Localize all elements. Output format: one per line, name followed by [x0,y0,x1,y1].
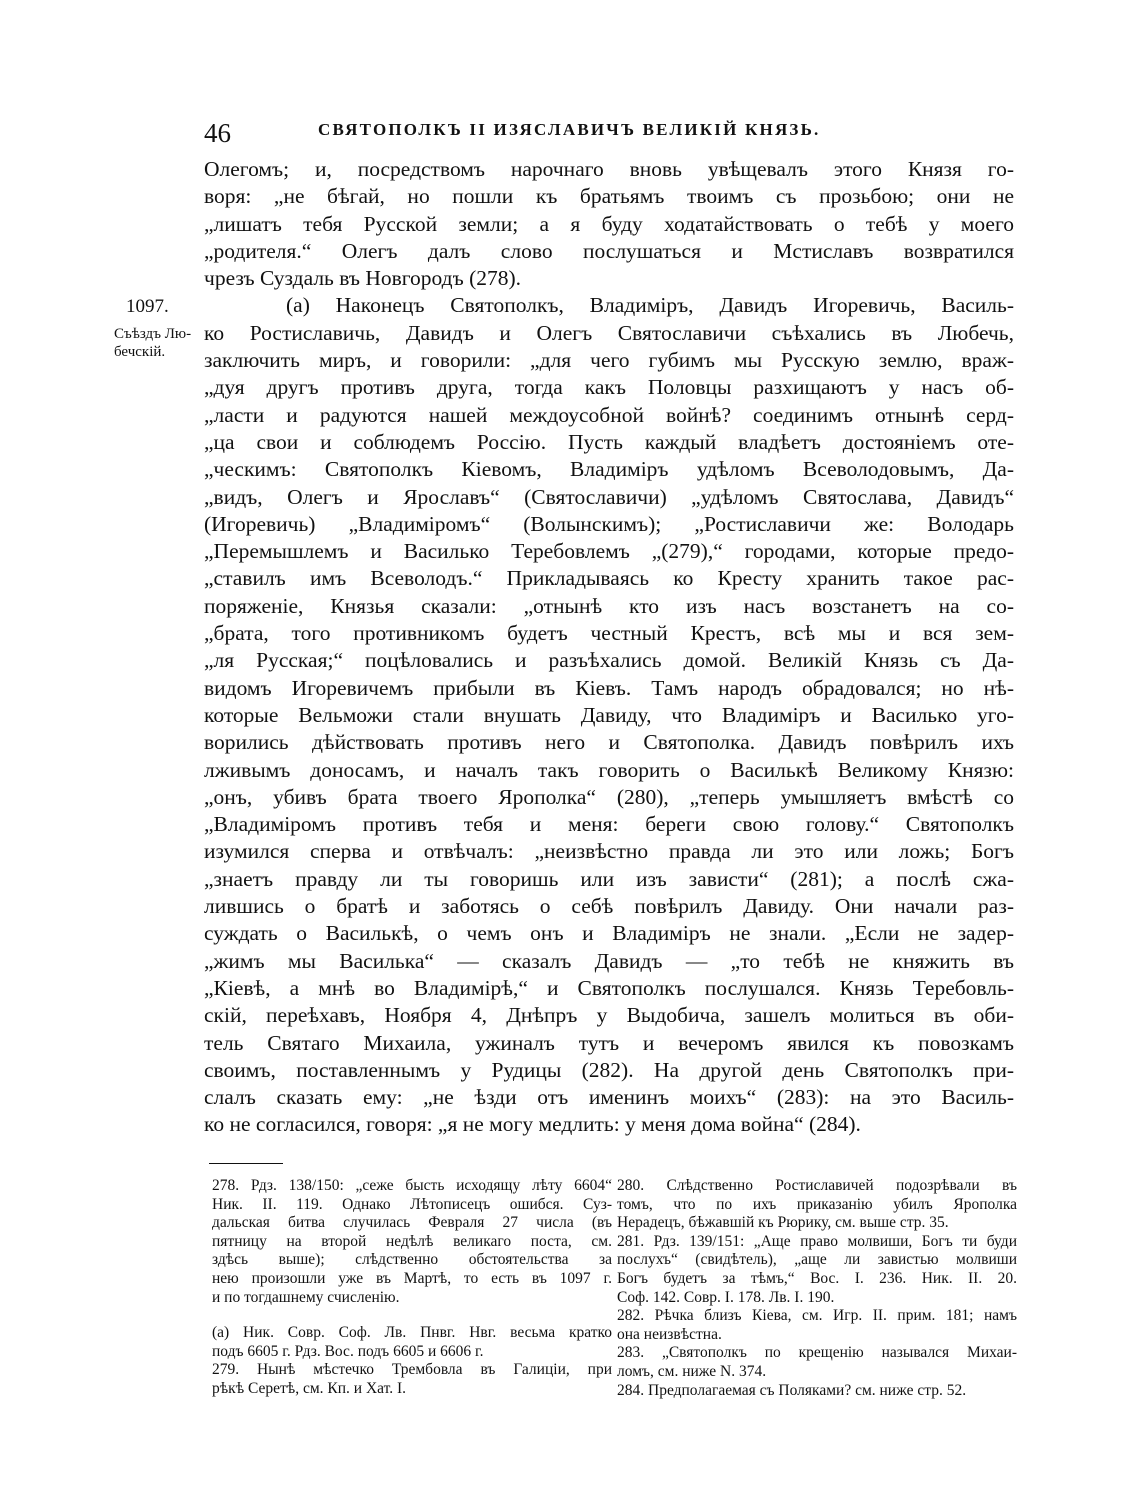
footnote-gap [212,1307,612,1324]
body-line: „ца свои и соблюдемъ Россію. Пусть каждый владѣетъ достояніемъ оте- [204,429,1014,454]
body-line: слалъ сказать ему: „не ѣзди отъ именинъ моихъ“ (283): на это Василь- [204,1085,1014,1110]
footnote-line: Нерадецъ, бѣжавшій къ Рюрику, см. выше стр. 35. [617,1214,949,1232]
body-line: изумился сперва и отвѣчалъ: „неизвѣстно правда ли это или ложь; Богъ [204,839,1014,864]
footnote-line: томъ, что по ихъ приказанію убилъ Ярополка [617,1195,1017,1213]
footnote-line: 281. Рдз. 139/151: „Аще право молвиши, Богъ ти буди [617,1232,1017,1250]
body-line: суждать о Василькѣ, о чемъ онъ и Владиміръ не знали. „Если не задер- [204,921,1014,946]
body-line: „Кіевѣ, а мнѣ во Владимірѣ,“ и Святополкъ послушался. Князь Теребовль- [204,975,1014,1000]
footnote-line: Богъ будетъ за тѣмъ,“ Вос. I. 236. Ник. II. 20. [617,1269,1017,1287]
body-line: Олегомъ; и, посредствомъ нарочнаго вновь увѣщевалъ этого Князя го- [204,157,1014,181]
body-line: видомъ Игоревичемъ прибыли въ Кіевъ. Тамъ народъ обрадовался; но нѣ- [204,675,1014,700]
margin-note-line: бечскій. [114,344,166,360]
footnote-rule [209,1163,283,1164]
body-line: тель Святаго Михаила, ужиналъ тутъ и вечеромъ явился къ повозкамъ [204,1030,1014,1055]
footnote-line: 282. Рѣчка близъ Кіева, см. Игр. II. прим. 181; намъ [617,1307,1017,1325]
body-line: „лишатъ тебя Русской земли; а я буду ходатайствовать о тебѣ у моего [204,211,1014,236]
body-line: скій, переѣхавъ, Ноября 4, Днѣпръ у Выдобича, зашелъ молиться въ оби- [204,1003,1014,1028]
body-line: воря: „не бѣгай, но пошли къ братьямъ твоимъ съ прозьбою; они не [204,184,1014,209]
body-line: (а) Наконецъ Святополкъ, Владиміръ, Давидъ Игоревичь, Василь- [286,293,1014,318]
body-line: „жимъ мы Василька“ — сказалъ Давидъ — „то тебѣ не княжить въ [204,948,1014,973]
footnote-line: 279. Нынѣ мѣстечко Трембовла въ Галиціи, при [212,1361,612,1379]
footnote-line: послухъ“ (свидѣтель), „аще ли завистью молвиши [617,1251,1017,1269]
body-line: лживымъ доносамъ, и началъ такъ говорить о Василькѣ Великому Князю: [204,757,1014,782]
footnote-line: Соф. 142. Совр. I. 178. Лв. I. 190. [617,1288,835,1306]
body-line: „Перемышлемъ и Василько Теребовлемъ „(279),“ городами, которые предо- [204,539,1014,564]
footnote-line: 278. Рдз. 138/150: „сеже бысть исходящу лѣту 6604“ [212,1177,612,1194]
body-line: „онъ, убивъ брата твоего Ярополка“ (280), „теперь умышляетъ вмѣстѣ со [204,784,1014,809]
footnote-line: она неизвѣстна. [617,1325,722,1343]
footnote-line: нею произошли уже въ Мартѣ, то есть въ 1097 г. [212,1269,612,1287]
body-line: „ля Русская;“ поцѣловались и разъѣхались домой. Великій Князь съ Да- [204,648,1014,673]
body-line: поряженіе, Князья сказали: „отнынѣ кто изъ насъ возстанетъ на со- [204,593,1014,618]
body-line: „ческимъ: Святополкъ Кіевомъ, Владиміръ удѣломъ Всеволодовымъ, Да- [204,457,1014,482]
footnote-line: 284. Предполагаемая съ Поляками? см. ниже стр. 52. [617,1381,967,1399]
body-line: „родителя.“ Олегъ далъ слово послушаться и Мстиславъ возвратился [204,238,1014,263]
footnote-line: пятницу на второй недѣлѣ великаго поста, см. [212,1232,612,1250]
footnote-line: 280. Слѣдственно Ростиславичей подозрѣвали въ [617,1177,1017,1194]
body-line: ворились дѣйствовать противъ него и Святополка. Давидъ повѣрилъ ихъ [204,730,1014,755]
footnote-line: подъ 6605 г. Рдз. Вос. подъ 6605 и 6606 г. [212,1342,484,1360]
footnote-line: ломъ, см. ниже N. 374. [617,1362,767,1380]
footnote-line: здѣсь выше); слѣдственно обстоятельства за [212,1251,612,1269]
body-line: „Владиміромъ противъ тебя и меня: береги свою голову.“ Святополкъ [204,812,1014,837]
body-line: чрезъ Суздаль въ Новгородъ (278). [204,266,522,291]
body-line: которые Вельможи стали внушать Давиду, что Владиміръ и Василько уго- [204,702,1014,727]
body-line: „видъ, Олегъ и Ярославъ“ (Святославичи) „удѣломъ Святослава, Давидъ“ [204,484,1014,509]
body-line: ко Ростиславичь, Давидъ и Олегъ Святославичи съѣхались въ Любечь, [204,320,1014,345]
footnote-line: Ник. II. 119. Однако Лѣтописецъ ошибся. Суз- [212,1195,612,1213]
body-line: своимъ, поставленнымъ у Рудицы (282). На другой день Святополкъ при- [204,1057,1014,1082]
body-line: „ласти и радуются нашей междоусобной войнѣ? соединимъ отнынѣ серд- [204,402,1014,427]
running-title: СВЯТОПОЛКЪ II ИЗЯСЛАВИЧЪ ВЕЛИКІЙ КНЯЗЬ. [318,120,821,139]
body-line: (Игоревичь) „Владиміромъ“ (Волынскимъ); „Ростиславичи же: Володарь [204,511,1014,536]
body-line: „знаетъ правду ли ты говоришь или изъ зависти“ (281); а послѣ сжа- [204,866,1014,891]
footnote-line: и по тогдашнему счисленію. [212,1288,400,1306]
footnote-line: дальская битва случилась Февраля 27 числа (въ [212,1214,612,1232]
margin-note [114,325,210,361]
body-line: лившись о братѣ и заботясь о себѣ повѣрилъ Давиду. Они начали раз- [204,894,1014,919]
margin-note-line: Съѣздъ Лю- [114,326,192,342]
body-text [204,156,1014,1139]
body-line: ко не согласился, говоря: „я не могу медлить: у меня дома война“ (284). [204,1112,861,1137]
body-line: „дуя другъ противъ друга, тогда какъ Половцы разхищаютъ у насъ об- [204,375,1014,400]
footnote-line: 283. „Святополкъ по крещенію назывался Михаи- [617,1344,1017,1362]
footnote-line: (а) Ник. Совр. Соф. Лв. Пнвг. Нвг. весьма кратко [212,1324,612,1342]
margin-year: 1097. [126,296,169,317]
footnote-line: рѣкѣ Серетѣ, см. Кп. и Хат. I. [212,1379,407,1397]
footnotes-right-column [617,1177,1017,1400]
body-line: „брата, того противникомъ будетъ честный Крестъ, всѣ мы и вся зем- [204,621,1014,646]
body-line: заключить миръ, и говорили: „для чего губимъ мы Русскую землю, враж- [204,348,1014,373]
body-line: „ставилъ имъ Всеволодъ.“ Прикладываясь ко Кресту хранить такое рас- [204,566,1014,591]
page-number: 46 [204,118,231,148]
footnotes-left-column [212,1177,612,1399]
